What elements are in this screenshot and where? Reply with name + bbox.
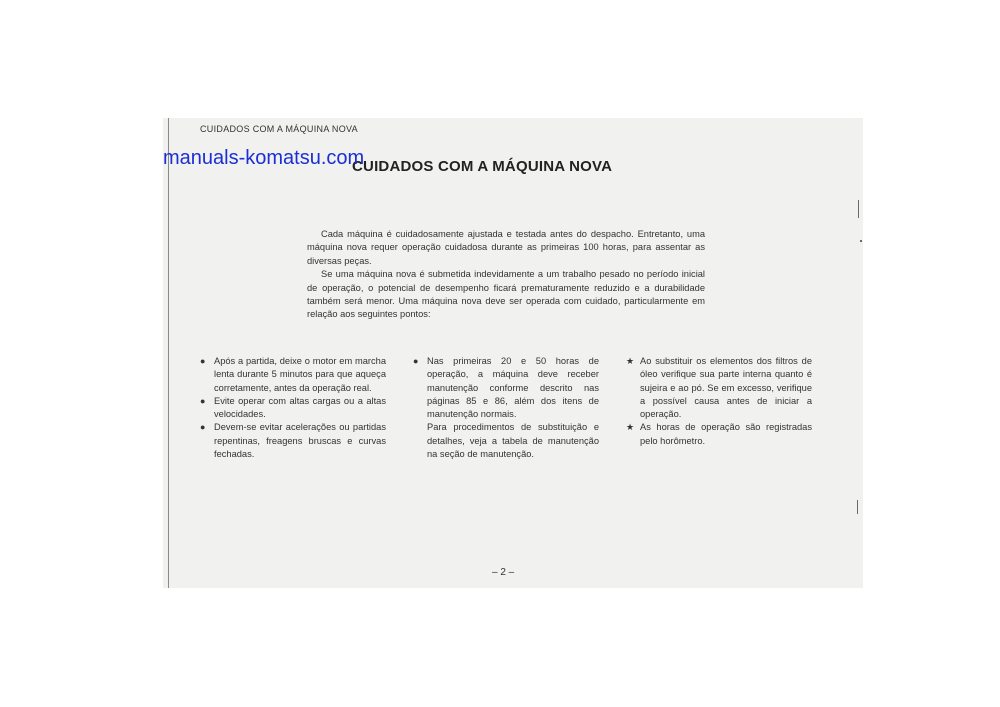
- list-item-text: Devem-se evitar acelerações ou partidas repentinas, freagens bruscas e curvas fechadas.: [214, 422, 386, 460]
- column-middle: [413, 355, 599, 461]
- list-item-text: Após a partida, deixe o motor em marcha lenta durante 5 minutos para que aqueça corretamente, antes da operação real.: [214, 356, 386, 393]
- column-right: [626, 355, 812, 448]
- bullet-icon: ●: [200, 422, 206, 433]
- page-title: CUIDADOS COM A MÁQUINA NOVA: [352, 158, 613, 175]
- list-item: [200, 395, 386, 422]
- scan-mark: [860, 240, 862, 242]
- bullet-icon: ●: [413, 356, 419, 366]
- binding-edge: [168, 118, 169, 588]
- bullet-icon: ●: [200, 395, 206, 406]
- list-item: [626, 421, 812, 448]
- intro-text: [307, 228, 705, 322]
- list-item-text: Nas primeiras 20 e 50 horas de operação, a máquina deve receber manutenção conforme descrito nas páginas 85 e 86, além dos itens de manutenção normais.: [427, 356, 599, 420]
- page-number: – 2 –: [492, 567, 515, 578]
- list-item: [626, 355, 812, 421]
- running-header: CUIDADOS COM A MÁQUINA NOVA: [200, 124, 358, 134]
- list-item: [413, 355, 599, 421]
- intro-paragraph: Se uma máquina nova é submetida indevidamente a um trabalho pesado no período inicial de operação, o potencial de desempenho ficará prematuramente reduzido e a durabilidade também será menor. Uma máquina nova deve ser operada com cuidado, particularmente em relação aos seguintes pontos:: [307, 269, 705, 320]
- continuation-text: Para procedimentos de substituição e detalhes, veja a tabela de manutenção na seção de manutenção.: [427, 422, 599, 460]
- bullet-icon: ●: [200, 356, 206, 366]
- list-item-text: As horas de operação são registradas pelo horômetro.: [640, 422, 812, 446]
- column-left: [200, 355, 386, 461]
- list-item-text: Ao substituir os elementos dos filtros de óleo verifique sua parte interna quanto é sujeira e ao pó. Se em excesso, verifique a possível causa antes de iniciar a operação.: [640, 356, 812, 420]
- star-icon: ★: [626, 356, 635, 366]
- watermark-link[interactable]: manuals-komatsu.com: [163, 147, 365, 169]
- manual-page: [163, 118, 863, 588]
- intro-paragraph: Cada máquina é cuidadosamente ajustada e testada antes do despacho. Entretanto, uma máquina nova requer operação cuidadosa durante as primeiras 100 horas, para assentar as diversas peças.: [307, 229, 705, 266]
- scan-mark: [858, 200, 859, 218]
- star-icon: ★: [626, 422, 635, 433]
- list-item: [200, 355, 386, 395]
- scan-mark: [857, 500, 858, 514]
- list-item-text: Evite operar com altas cargas ou a altas velocidades.: [214, 395, 386, 420]
- list-item: [200, 421, 386, 461]
